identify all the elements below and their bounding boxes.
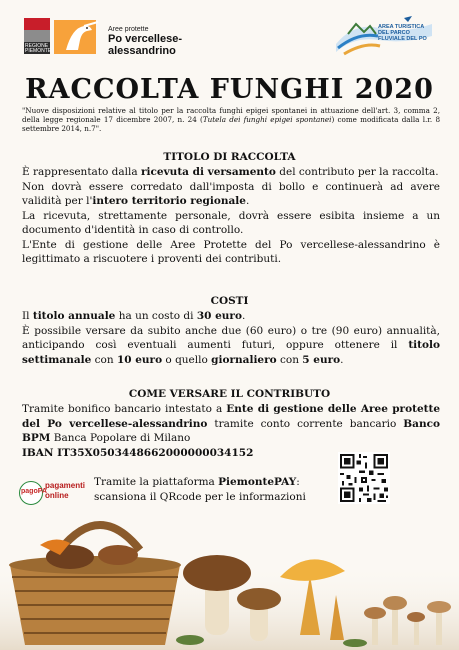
legal-note-italic: Tutela dei funghi epigei spontanei [202,115,332,124]
qr-code[interactable] [338,452,390,504]
pagopa-badge: pagoPA [19,481,43,505]
titolo-paragraph-1: È rappresentato dalla ricevuta di versamento del contributo per la raccolta. [22,166,439,178]
section-costi-body [22,309,440,367]
legal-note [22,106,440,133]
titolo-paragraph-2: Non dovrà essere corredato dall'imposta di bollo e continuerà ad avere validità per l'intero territorio regionale. [22,180,440,207]
mushroom-basket-illustration [0,505,459,650]
section-versare-heading: COME VERSARE IL CONTRIBUTO [128,388,331,400]
section-costi-heading: COSTI [210,295,249,307]
basket-icon [9,525,181,645]
versare-paragraph-1: Tramite bonifico bancario intestato a Ente di gestione delle Aree protette del Po vercellese-alessandrino tramite conto corrente bancario Banco BPM Banca Popolare di Milano [22,403,440,444]
piemontepay-text [94,475,334,504]
heron-icon [54,18,104,56]
titolo-paragraph-3: La ricevuta, strettamente personale, dovrà essere esibita insieme a un documento d'identità in caso di controllo. [22,209,440,236]
park-small-label: Aree protette [108,26,149,33]
titolo-paragraph-4: L'Ente di gestione delle Aree Protette del Po vercellese-alessandrino è legittimato a riscuotere i proventi dei contributi. [22,238,440,265]
regione-piemonte-badge [24,18,50,54]
header [0,0,459,70]
piemontepay-line-2: scansiona il QRcode per le informazioni [94,490,306,503]
page-title: RACCOLTA FUNGHI 2020 [25,74,434,105]
iban-line[interactable]: IBAN IT35X0503448662000000034152 [22,446,254,459]
section-titolo-body [22,165,440,267]
costi-paragraph-2: È possibile versare da subito anche due (60 euro) o tre (90 euro) annualità, anticipando così eventuali aumenti futuri, oppure ottenere il titolo settimanale con 10 euro o quello giornaliero con 5 euro. [22,324,440,366]
parco-fluviale-logo[interactable] [334,14,434,62]
piemontepay-line-1: Tramite la piattaforma PiemontePAY: [94,476,300,488]
park-big-label: Po vercellese-alessandrino [108,33,182,57]
legal-note-part1: "Nuove disposizioni relative al titolo per la raccolta funghi epigei spontanei in attuazione dell'art. 3, comma 2, della legge regionale 17 dicembre 2007, n. 24 ( [22,106,440,124]
parco-fluviale-text: AREA TURISTICA DEL PARCO FLUVIALE DEL PO [378,24,427,42]
region-label: REGIONE PIEMONTE [25,43,52,54]
legal-note-part2: ) come modificata dalla l.r. 8 settembre 2014, n.7". [22,115,441,133]
pagamenti-online-text: pagamenti online [45,481,86,500]
section-titolo-heading: TITOLO DI RACCOLTA [163,151,296,163]
aree-protette-logo[interactable] [24,18,249,58]
park-name [108,26,249,57]
pagamenti-online-logo[interactable] [19,479,86,504]
costi-paragraph-1: Il titolo annuale ha un costo di 30 euro. [22,310,246,322]
